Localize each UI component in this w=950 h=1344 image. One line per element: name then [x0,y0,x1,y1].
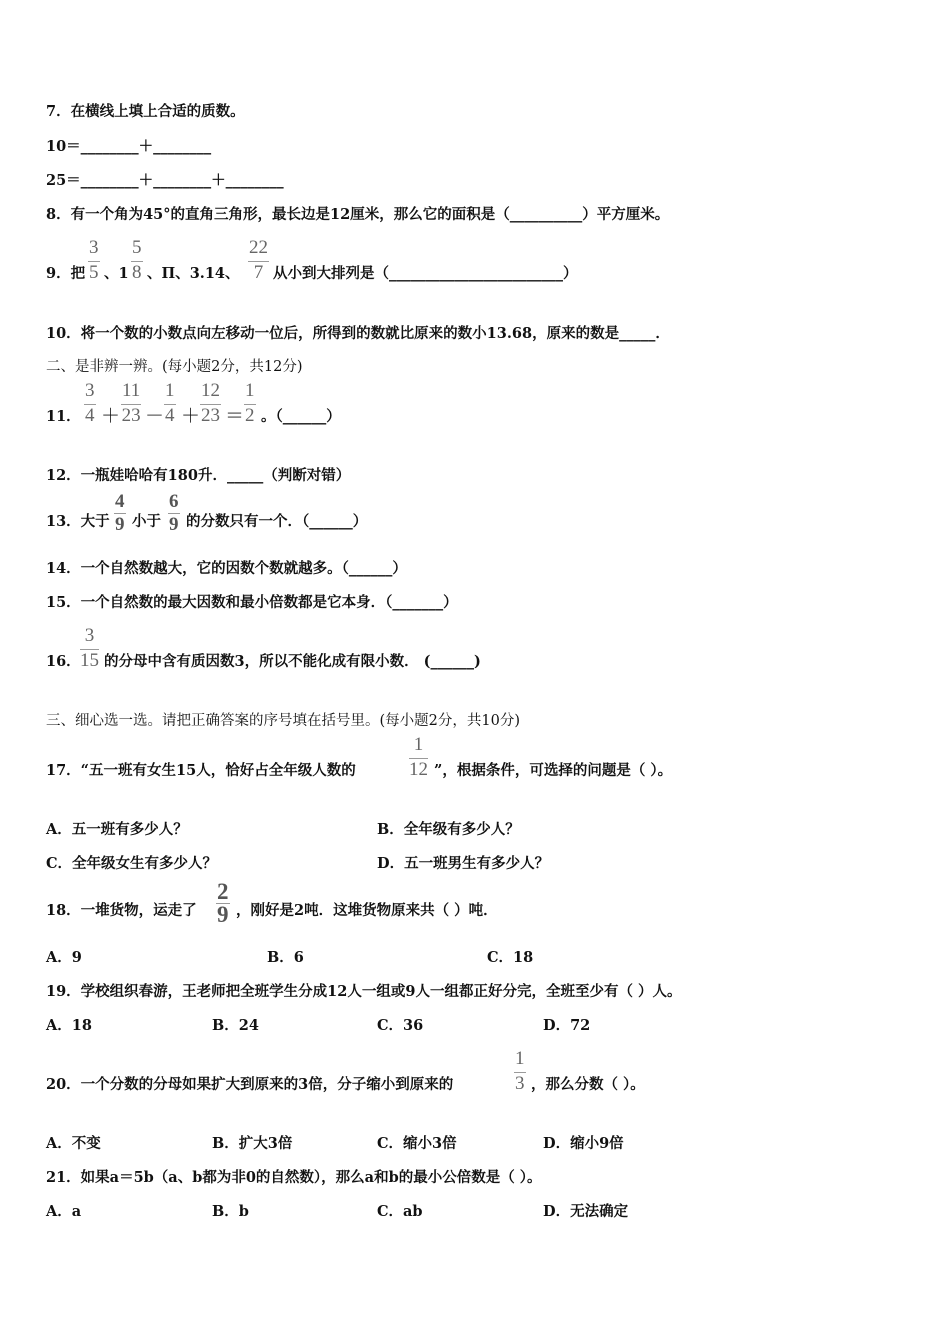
option-d[interactable]: D．五一班男生有多少人？ [377,855,550,872]
question-20-prefix: 20．一个分数的分母如果扩大到原来的3倍，分子缩小到原来的 [46,1076,454,1093]
option-b[interactable]: B．扩大3倍 [212,1135,293,1152]
option-b[interactable]: B．6 [267,949,304,966]
plus-operator: ＋ [101,405,121,427]
option-d[interactable]: D．缩小9倍 [543,1135,624,1152]
fraction: $\frac{1}{4}$ [165,380,175,426]
question-9-prefix: 9．把 [46,265,86,282]
question-17-suffix: ”，根据条件，可选择的问题是（ ）。 [434,762,673,779]
question-15: 15．一个自然数的最大因数和最小倍数都是它本身．（_______） [46,594,458,611]
fraction: $\frac{12}{23}$ [201,380,220,426]
option-a[interactable]: A．不变 [46,1135,101,1152]
fraction: $\frac{11}{23}$ [121,380,141,426]
question-13-prefix: 13．大于 [46,513,110,530]
option-c[interactable]: C．18 [487,949,534,966]
question-10: 10．将一个数的小数点向左移动一位后，所得到的数就比原来的数小13.68，原来的数是_____． [46,325,670,342]
fraction: $\frac{5}{8}$ [132,237,142,283]
fraction: $\frac{1}{3}$ [515,1048,525,1094]
equals-operator: ＝ [225,405,245,427]
fraction: $\frac{3}{4}$ [85,380,95,426]
question-14: 14．一个自然数越大，它的因数个数就越多。（______） [46,560,407,577]
option-c[interactable]: C．缩小3倍 [377,1135,457,1152]
question-7-stem: 7．在横线上填上合适的质数。 [46,103,245,120]
question-13-suffix: 的分数只有一个．（______） [186,513,368,530]
question-21: 21．如果a＝5b（a、b都为非0的自然数），那么a和b的最小公倍数是（ ）。 [46,1169,542,1186]
question-16-suffix: 的分母中含有质因数3，所以不能化成有限小数． (______) [104,653,481,670]
fraction: $\frac{22}{7}$ [249,237,268,283]
fraction: $\frac{4}{9}$ [115,491,125,535]
question-18-prefix: 18．一堆货物，运走了 [46,902,197,919]
question-9-mid: 、Π、3.14、 [147,265,240,282]
question-9-suffix: 从小到大排列是（________________________） [273,265,578,282]
option-b[interactable]: B．b [212,1203,249,1220]
option-a[interactable]: A．a [46,1203,82,1220]
option-b[interactable]: B．全年级有多少人？ [377,821,520,838]
fraction: $\frac{2}{9}$ [217,879,229,927]
question-18-suffix: ，刚好是2吨．这堆货物原来共（ ）吨． [236,902,498,919]
question-9-sep: 、1 [104,265,129,282]
question-8: 8．有一个角为45°的直角三角形，最长边是12厘米，那么它的面积是（__________）平方厘米。 [46,206,670,223]
section-3-heading: 三、细心选一选。请把正确答案的序号填在括号里。(每小题2分，共10分) [46,713,520,729]
question-13-mid: 小于 [132,513,161,530]
option-a[interactable]: A．9 [46,949,82,966]
fraction: $\frac{1}{2}$ [245,380,255,426]
plus-operator: ＋ [181,405,201,427]
option-d[interactable]: D．无法确定 [543,1203,629,1220]
question-7-line-1: 10＝________＋________ [46,138,212,155]
option-b[interactable]: B．24 [212,1017,259,1034]
section-2-heading: 二、是非辨一辨。(每小题2分，共12分) [46,359,303,375]
question-12: 12．一瓶娃哈哈有180升．_____（判断对错） [46,467,351,484]
question-11-prefix: 11． [46,408,81,425]
minus-operator: － [145,405,165,427]
fraction: $\frac{3}{15}$ [80,625,99,671]
option-c[interactable]: C．全年级女生有多少人？ [46,855,218,872]
fraction: $\frac{3}{5}$ [89,237,99,283]
fraction: $\frac{6}{9}$ [169,491,179,535]
option-c[interactable]: C．36 [377,1017,424,1034]
question-20-suffix: ，那么分数（ ）。 [531,1076,645,1093]
question-19: 19．学校组织春游，王老师把全班学生分成12人一组或9人一组都正好分完，全班至少有（ ）人。 [46,983,682,1000]
option-d[interactable]: D．72 [543,1017,591,1034]
question-17-prefix: 17．“五一班有女生15人，恰好占全年级人数的 [46,762,356,779]
fraction: $\frac{1}{12}$ [409,734,428,780]
question-7-line-2: 25＝________＋________＋________ [46,172,284,189]
question-11-suffix: 。（______） [261,408,341,425]
option-c[interactable]: C．ab [377,1203,423,1220]
option-a[interactable]: A．五一班有多少人？ [46,821,188,838]
option-a[interactable]: A．18 [46,1017,92,1034]
question-16-prefix: 16． [46,653,81,670]
